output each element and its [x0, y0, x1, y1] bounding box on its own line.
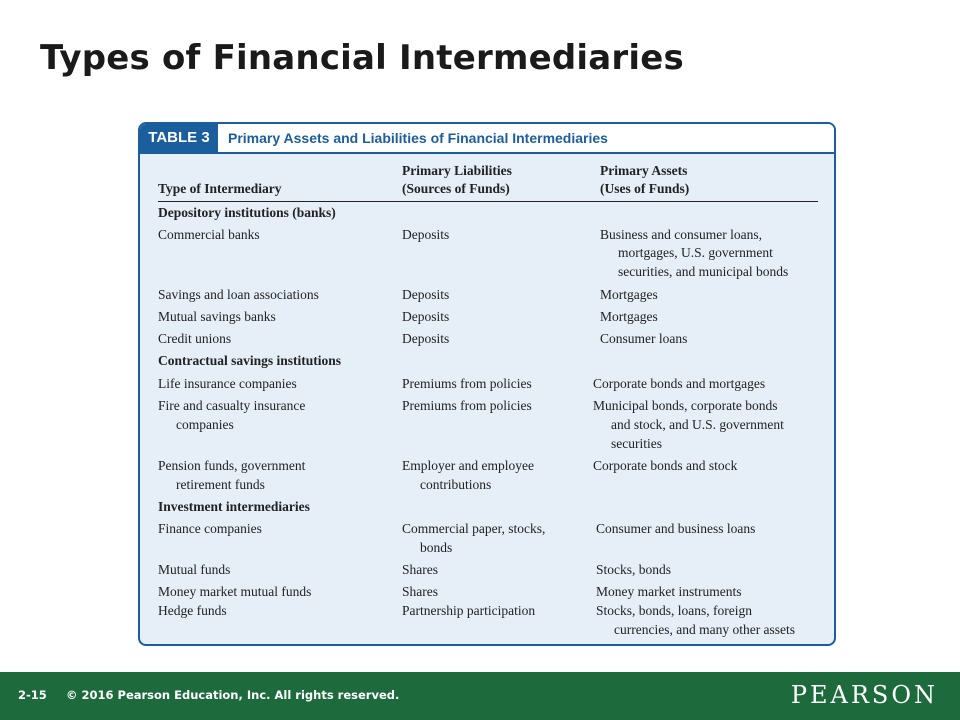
- table-header-bar: [140, 124, 834, 154]
- row-type: Fire and casualty insurance: [158, 398, 306, 413]
- row-liabilities: contributions: [420, 477, 492, 492]
- row-assets: mortgages, U.S. government: [618, 245, 773, 260]
- row-type: retirement funds: [176, 477, 265, 492]
- row-type: Credit unions: [158, 331, 232, 346]
- copyright-notice: © 2016 Pearson Education, Inc. All rights reserved.: [66, 688, 400, 702]
- intermediaries-table: [138, 122, 836, 646]
- row-liabilities: Deposits: [402, 227, 450, 242]
- row-assets: Business and consumer loans,: [600, 227, 762, 242]
- row-assets: Mortgages: [600, 287, 658, 302]
- table-caption: Primary Assets and Liabilities of Financial Intermediaries: [228, 130, 608, 146]
- row-assets: and stock, and U.S. government: [611, 417, 784, 432]
- row-liabilities: Deposits: [402, 287, 450, 302]
- slide-number: 2-15: [18, 688, 47, 702]
- row-assets: currencies, and many other assets: [614, 622, 796, 637]
- row-assets: Mortgages: [600, 309, 658, 324]
- row-assets: Corporate bonds and mortgages: [593, 376, 766, 391]
- row-type: Finance companies: [158, 521, 262, 536]
- row-liabilities: Premiums from policies: [402, 398, 532, 413]
- col-header-assets-line1: Primary Assets: [600, 163, 688, 178]
- row-type: Life insurance companies: [158, 376, 297, 391]
- row-type: Hedge funds: [158, 603, 227, 618]
- row-assets: Money market instruments: [596, 584, 742, 599]
- row-liabilities: Deposits: [402, 331, 450, 346]
- row-assets: Corporate bonds and stock: [593, 458, 738, 473]
- group-heading-investment: Investment intermediaries: [158, 499, 310, 514]
- row-liabilities: Employer and employee: [402, 458, 534, 473]
- group-heading-depository: Depository institutions (banks): [158, 205, 336, 220]
- col-header-type: Type of Intermediary: [158, 181, 282, 196]
- group-heading-contractual: Contractual savings institutions: [158, 353, 342, 368]
- row-assets: securities, and municipal bonds: [618, 264, 789, 279]
- table-label: TABLE 3: [140, 124, 218, 152]
- row-type: Mutual savings banks: [158, 309, 276, 324]
- row-assets: securities: [611, 436, 662, 451]
- header-rule: [158, 201, 818, 202]
- row-liabilities: Shares: [402, 584, 438, 599]
- row-type: Pension funds, government: [158, 458, 306, 473]
- row-assets: Consumer loans: [600, 331, 688, 346]
- row-type: Savings and loan associations: [158, 287, 319, 302]
- row-assets: Consumer and business loans: [596, 521, 756, 536]
- col-header-liabilities-line2: (Sources of Funds): [402, 181, 510, 196]
- row-type: Commercial banks: [158, 227, 260, 242]
- col-header-assets-line2: (Uses of Funds): [600, 181, 690, 196]
- row-liabilities: bonds: [420, 540, 453, 555]
- row-assets: Stocks, bonds, loans, foreign: [596, 603, 752, 618]
- slide-title: Types of Financial Intermediaries: [40, 38, 684, 78]
- row-type: Mutual funds: [158, 562, 231, 577]
- row-type: companies: [176, 417, 234, 432]
- row-type: Money market mutual funds: [158, 584, 312, 599]
- pearson-logo: PEARSON: [790, 681, 938, 709]
- row-liabilities: Premiums from policies: [402, 376, 532, 391]
- row-liabilities: Commercial paper, stocks,: [402, 521, 546, 536]
- footer-bar: [0, 672, 960, 720]
- row-liabilities: Partnership participation: [402, 603, 536, 618]
- row-liabilities: Shares: [402, 562, 438, 577]
- row-assets: Municipal bonds, corporate bonds: [593, 398, 778, 413]
- row-assets: Stocks, bonds: [596, 562, 672, 577]
- row-liabilities: Deposits: [402, 309, 450, 324]
- col-header-liabilities-line1: Primary Liabilities: [402, 163, 512, 178]
